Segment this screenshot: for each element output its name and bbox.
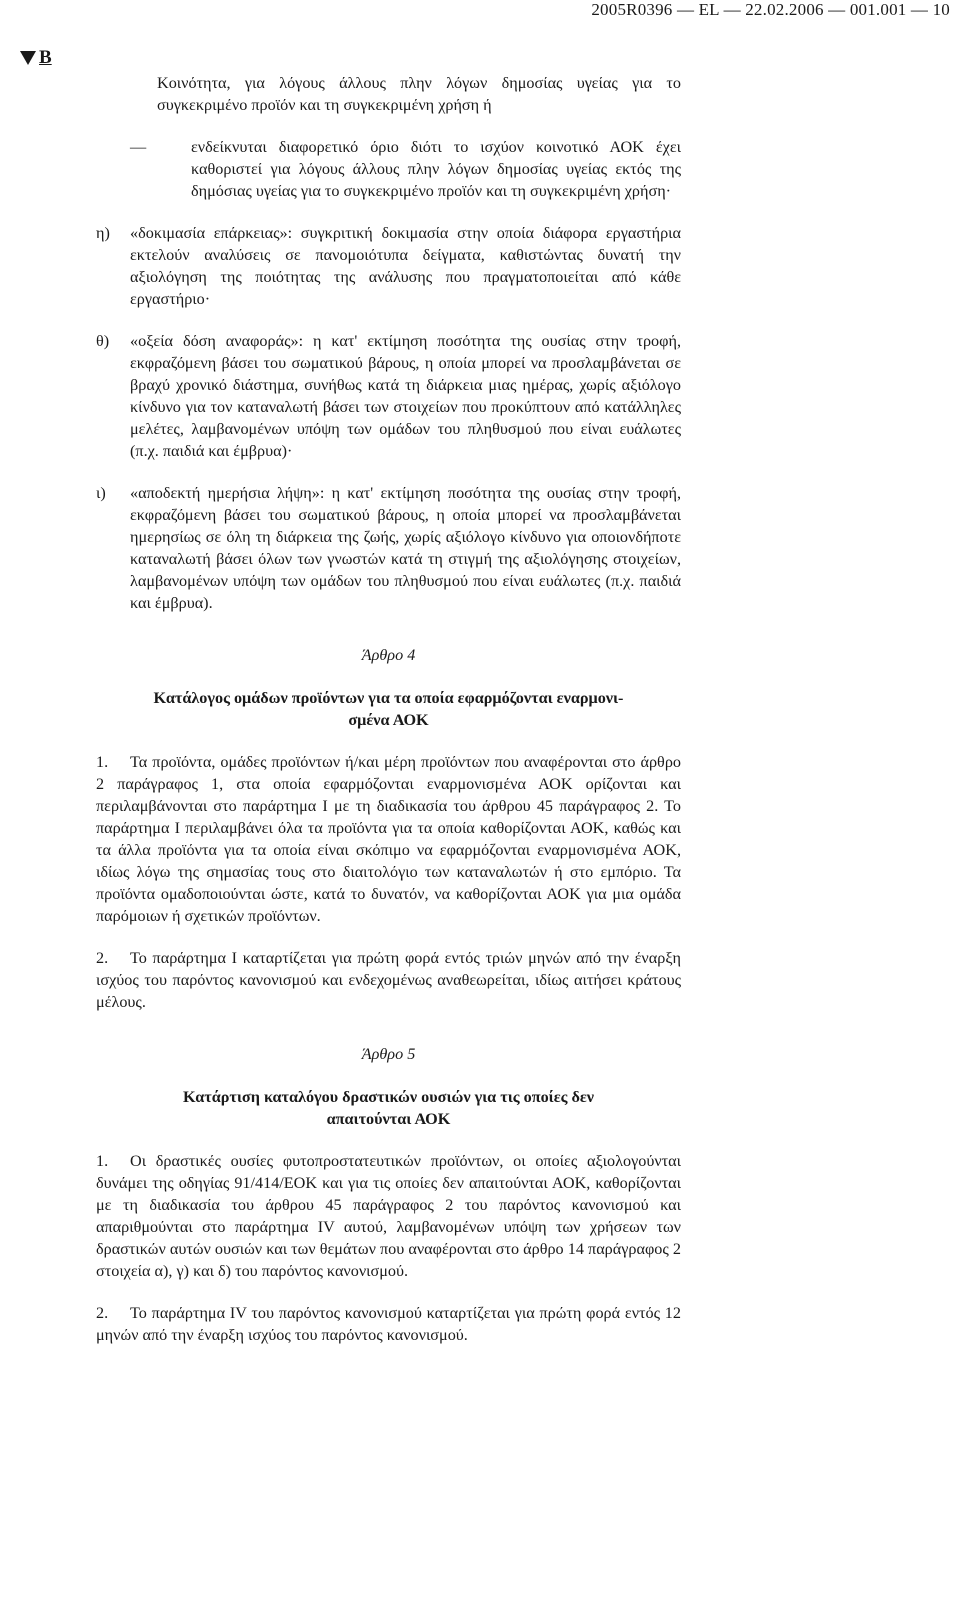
article-4-title (96, 687, 681, 731)
definition-text: «οξεία δόση αναφοράς»: η κατ' εκτίμηση ποσότητα της ουσίας στην τροφή, εκφραζόμενη βάσει του σωματικού βάρους, η οποία μπορεί να προσλαμβάνεται σε βραχύ χρονικό διάστημα, συνήθως κατά τη διάρκεια μιας ημέρας, χωρίς αξιόλογο κίνδυνο για τον καταναλωτή βάσει των στοιχείων που προκύπτουν από κατάλληλες μελέτες, λαμβανομένων υπόψη των ομάδων του πληθυσμού που είναι ευάλωτες (π.χ. παιδιά και έμβρυα)· (130, 332, 681, 460)
paragraph-number: 1. (96, 753, 109, 771)
paragraph-number: 1. (96, 1152, 109, 1170)
article-5-number: Άρθρο 5 (361, 1045, 416, 1063)
paragraph-text: Οι δραστικές ουσίες φυτοπροστατευτικών προϊόντων, οι οποίες αξιολογούνται δυνάμει της οδηγίας 91/414/ΕΟΚ και για τις οποίες δεν απαιτούνται ΑΟΚ, καθορίζονται με τη διαδικασία του άρθρου 45 παράγραφος 2 του παρόντος κανονισμού και απαριθμούνται στο παράρτημα IV αυτού, λαμβανομένων υπόψη των χρήσεων των δραστικών αυτών ουσιών και των θεμάτων που αναφέρονται στο άρθρο 14 παράγραφος 2 στοιχεία α), γ) και δ) του παρόντος κανονισμού. (96, 1152, 681, 1280)
article-4-number: Άρθρο 4 (361, 646, 416, 664)
amendment-marker-label: B (39, 47, 52, 68)
definition-eta (96, 222, 681, 310)
article-4-title-line-2: σμένα ΑΟΚ (348, 711, 429, 729)
intro-paragraph: Κοινότητα, για λόγους άλλους πλην λόγων δημοσίας υγείας για το συγκεκριμένο προϊόν και τη συγκεκριμένη χρήση ή (157, 74, 681, 114)
definition-label: η) (96, 224, 110, 242)
paragraph-number: 2. (96, 949, 109, 967)
document-header: 2005R0396 — EL — 22.02.2006 — 001.001 — 10 (591, 0, 950, 19)
dash-item-text: ενδείκνυται διαφορετικό όριο διότι το ισχύον κοινοτικό ΑΟΚ έχει καθοριστεί για λόγους άλλους πλην λόγων δημοσίας υγείας εκτός της δημόσιας υγείας για το συγκεκριμένο προϊόν και τη συγκεκριμένη χρήση· (191, 138, 681, 200)
triangle-down-icon (20, 51, 36, 65)
article-5-title-line-1: Κατάρτιση καταλόγου δραστικών ουσιών για τις οποίες δεν (182, 1088, 595, 1106)
article-5-paragraph-2 (96, 1302, 681, 1346)
dash-marker: — (130, 138, 147, 156)
article-4-paragraph-2 (96, 947, 681, 1013)
article-5-title-line-2: απαιτούνται ΑΟΚ (326, 1110, 451, 1128)
paragraph-text: Το παράρτημα IV του παρόντος κανονισμού καταρτίζεται για πρώτη φορά εντός 12 μηνών από την έναρξη ισχύος του παρόντος κανονισμού. (96, 1304, 681, 1344)
paragraph-text: Το παράρτημα Ι καταρτίζεται για πρώτη φορά εντός τριών μηνών από την έναρξη ισχύος του παρόντος κανονισμού και ενδεχομένως αναθεωρείται, ιδίως αιτήσει κράτους μέλους. (96, 949, 681, 1011)
article-5-paragraph-1 (96, 1150, 681, 1282)
paragraph-text: Τα προϊόντα, ομάδες προϊόντων ή/και μέρη προϊόντων που αναφέρονται στο άρθρο 2 παράγραφος 1, στα οποία εφαρμόζονται εναρμονισμένα ΑΟΚ ορίζονται και περιλαμβάνονται στο παράρτημα Ι με τη διαδικασία του άρθρου 45 παράγραφος 2. Το παράρτημα Ι περιλαμβάνει όλα τα προϊόντα για τα οποία καθορίζονται ΑΟΚ, καθώς και τα άλλα προϊόντα για τα οποία είναι σκόπιμο να εφαρμόζονται εναρμονισμένα ΑΟΚ, ιδίως λόγω της σημασίας τους στο διαιτολόγιο των καταναλωτών ή στο εμπόριο. Τα προϊόντα ομαδοποιούνται ώστε, κατά το δυνατόν, να καθορίζονται ΑΟΚ για μια ομάδα παρόμοιων ή σχετικών προϊόντων. (96, 753, 681, 925)
definition-text: «δοκιμασία επάρκειας»: συγκριτική δοκιμασία στην οποία διάφορα εργαστήρια εκτελούν αναλύσεις σε πανομοιότυπα δείγματα, καθιστώντας δυνατή την αξιολόγηση της ποιότητας της ανάλυσης που πραγματοποιείται από κάθε εργαστήριο· (130, 224, 681, 308)
definition-iota (96, 482, 681, 614)
document-body (96, 72, 681, 1362)
paragraph-number: 2. (96, 1304, 109, 1322)
article-4-title-line-1: Κατάλογος ομάδων προϊόντων για τα οποία εφαρμόζονται εναρμονι- (153, 689, 624, 707)
dash-list-item (96, 136, 681, 202)
definition-label: θ) (96, 332, 110, 350)
amendment-marker (20, 47, 52, 69)
article-4-paragraph-1 (96, 751, 681, 927)
definition-label: ι) (96, 484, 106, 502)
article-5-title (96, 1086, 681, 1130)
definition-theta (96, 330, 681, 462)
definition-text: «αποδεκτή ημερήσια λήψη»: η κατ' εκτίμηση ποσότητα της ουσίας στην τροφή, εκφραζόμενη βάσει του σωματικού βάρους, η οποία μπορεί να προσλαμβάνεται ημερησίως σε όλη τη διάρκεια της ζωής, χωρίς αξιόλογο κίνδυνο για οποιονδήποτε καταναλωτή βάσει όλων των γνωστών κατά τη στιγμή της αξιολόγησης στοιχείων, λαμβανομένων υπόψη των ομάδων του πληθυσμού που είναι ευάλωτες (π.χ. παιδιά και έμβρυα). (130, 484, 681, 612)
